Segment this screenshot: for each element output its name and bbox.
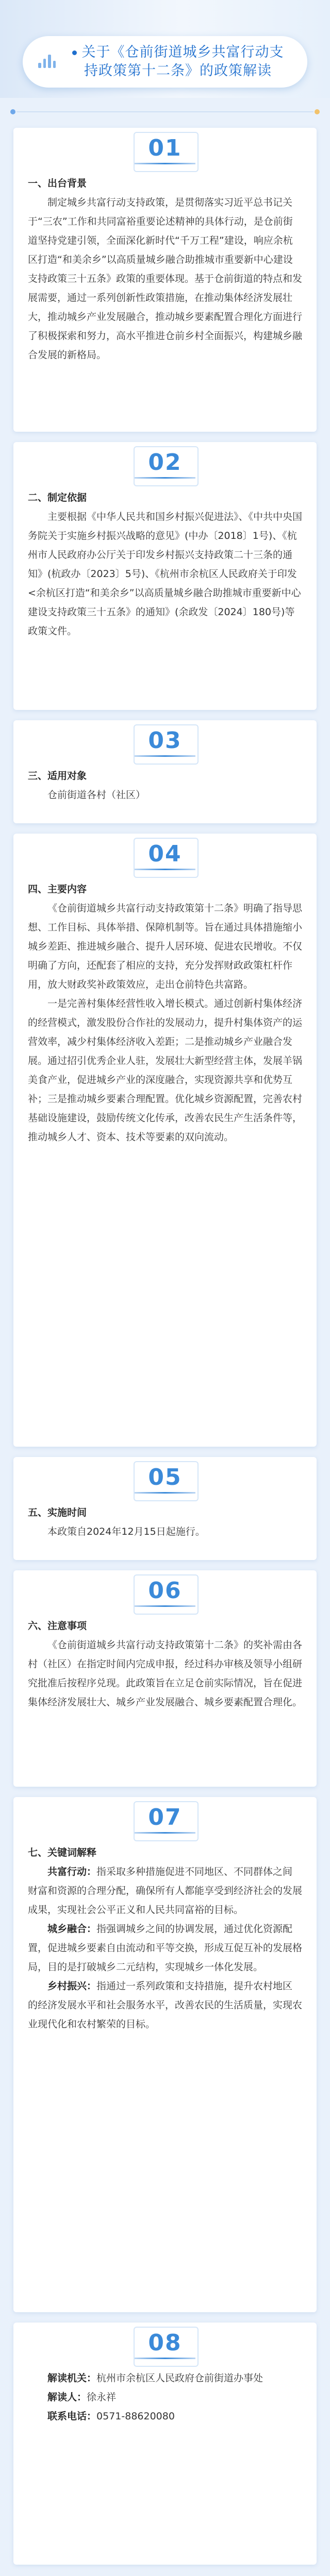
section-heading: 四、主要内容: [28, 884, 87, 895]
section-heading: 一、出台背景: [28, 178, 87, 189]
section-number: 08: [148, 2330, 182, 2356]
section-1-header: [13, 128, 317, 174]
divider-dot-left: [10, 109, 15, 114]
contact-label: 解读人：: [47, 2392, 87, 2403]
section-2-header: [13, 442, 317, 488]
contact-value: 杭州市余杭区人民政府仓前街道办事处: [96, 2372, 263, 2384]
title-card: [23, 36, 307, 88]
section-7-header: [13, 1797, 317, 1843]
section-6-card: [13, 1570, 317, 1787]
title-line-1: 关于《仓前街道城乡共富行动支: [81, 44, 284, 60]
section-heading: 五、实施时间: [28, 1507, 87, 1518]
section-3-header: [13, 720, 317, 767]
keyword-term: 城乡融合：: [47, 1923, 97, 1935]
section-number: 02: [148, 449, 182, 476]
section-paragraph: 一是完善村集体经营性收入增长模式。通过创新村集体经济的经营模式，激发股份合作社的发展动力，提升村集体资产的运营效率，减少村集体经济收入差距；二是推动城乡产业融合发展。通过招引优秀企业人驻，发展壮大新型经营主体，发展羊锅美食产业，促进城乡产业的深度融合，实现资源共享和优势互补；三是推动城乡要素合理配置。优化城乡资源配置，完善农村基础设施建设，鼓励传统文化传承，改善农民生产生活条件等，推动城乡人才、资本、技术等要素的双向流动。: [28, 998, 303, 1143]
section-6-header: [13, 1570, 317, 1617]
section-3-card: [13, 720, 317, 823]
contact-label: 联系电话：: [47, 2411, 97, 2422]
section-heading: 三、适用对象: [28, 770, 87, 782]
section-number: 07: [148, 1804, 182, 1831]
keyword-term: 乡村振兴：: [47, 1980, 97, 1992]
section-5-card: [13, 1457, 317, 1560]
section-heading: 六、注意事项: [28, 1620, 87, 1632]
contact-label: 解读机关：: [47, 2372, 97, 2384]
page-title: [64, 43, 292, 80]
section-paragraph: 制定城乡共富行动支持政策，是贯彻落实习近平总书记关于“三农”工作和共同富裕重要论述精神的具体行动，是仓前街道坚持党建引领，全面深化新时代“千万工程”建设，响应余杭区打造“和美余乡”以高质量城乡融合助推城市重要新中心建设支持政策三十五条》政策的重要体现。基于仓前街道的特点和发展需要，通过一系列创新性政策措施，在推动集体经济发展壮大，推动城乡产业发展融合，推动城乡要素配置合理化方面进行了积极探索和努力，高水平推进仓前乡村全面振兴，构建城乡融合发展的新格局。: [28, 197, 303, 361]
keyword-definition: 指通过一系列政策和支持措施，提升农村地区的经济发展水平和社会服务水平，改善农民的生活质量，实现农业现代化和农村繁荣的目标。: [28, 1980, 303, 2030]
section-heading: 二、制定依据: [28, 492, 87, 503]
keyword-rural-revitalization: [28, 1977, 302, 2034]
keyword-common-prosperity: [28, 1862, 302, 1920]
section-number: 01: [148, 135, 182, 161]
section-paragraph: 仓前街道各村（社区）: [47, 789, 146, 801]
divider-dot-right: [315, 109, 320, 114]
keyword-definition: 指采取多种措施促进不同地区、不同群体之间财富和资源的合理分配，确保所有人都能享受到经济社会的发展成果，实现社会公平正义和人民共同富裕的目标。: [28, 1866, 303, 1916]
keyword-term: 共富行动：: [47, 1866, 97, 1877]
bullet-dot-icon: [72, 50, 77, 55]
contact-value: 徐永祥: [87, 2392, 117, 2403]
header-divider: [10, 107, 320, 117]
section-4-header: [13, 834, 317, 880]
contact-value: 0571-88620080: [96, 2411, 175, 2422]
section-7-card: [13, 1797, 317, 2312]
section-number: 04: [148, 841, 182, 867]
title-line-2: 持政策第十二条》的政策解读: [84, 63, 272, 79]
section-number: 03: [148, 727, 182, 754]
contact-phone: [28, 2407, 302, 2426]
section-heading: 七、关键词解释: [28, 1847, 97, 1858]
section-5-header: [13, 1457, 317, 1503]
section-8-card: [13, 2323, 317, 2565]
keyword-definition: 指强调城乡之间的协调发展，通过优化资源配置，促进城乡要素自由流动和平等交换，形成互促互补的发展格局，目的是打破城乡二元结构，实现城乡一体化发展。: [28, 1923, 303, 1973]
section-paragraph: 本政策自2024年12月15日起施行。: [47, 1526, 205, 1537]
section-number: 06: [148, 1578, 182, 1604]
section-paragraph: 《仓前街道城乡共富行动支持政策第十二条》明确了指导思想、工作目标、具体举措、保障机制等。旨在通过具体措施缩小城乡差距、推进城乡融合、提升人居环境、促进农民增收。不仅明确了方向，还配套了相应的支持，充分发挥财政政策杠杆作用，放大财政奖补政策效应，走出仓前特色共富路。: [28, 903, 303, 990]
section-8-header: [13, 2323, 317, 2369]
section-1-card: [13, 128, 317, 432]
section-paragraph: 《仓前街道城乡共富行动支持政策第十二条》的奖补需由各村（社区）在指定时间内完成申报，经过科办审核及领导小组研究批准后按程序兑现。此政策旨在立足仓前实际情况，旨在促进集体经济发展壮大、城乡产业发展融合、城乡要素配置合理化。: [28, 1639, 303, 1708]
section-2-card: [13, 442, 317, 710]
section-number: 05: [148, 1464, 182, 1490]
header-banner: [0, 0, 330, 98]
section-paragraph: 主要根据《中华人民共和国乡村振兴促进法》、《中共中央国务院关于实施乡村振兴战略的意见》(中办〔2018〕1号)、《杭州市人民政府办公厅关于印发乡村振兴支持政策二十三条的通知》(杭政办〔2023〕5号)、《杭州市余杭区人民政府关于印发<余杭区打造“和美余乡”以高质量城乡融合助推城市重要新中心建设支持政策三十五条》的通知》(余政发〔2024〕180号)等政策文件。: [28, 511, 303, 637]
contact-person: [28, 2388, 302, 2407]
keyword-urban-rural-integration: [28, 1920, 302, 1977]
bar-chart-icon: [38, 55, 56, 68]
contact-agency: [28, 2369, 302, 2388]
section-4-card: [13, 834, 317, 1447]
